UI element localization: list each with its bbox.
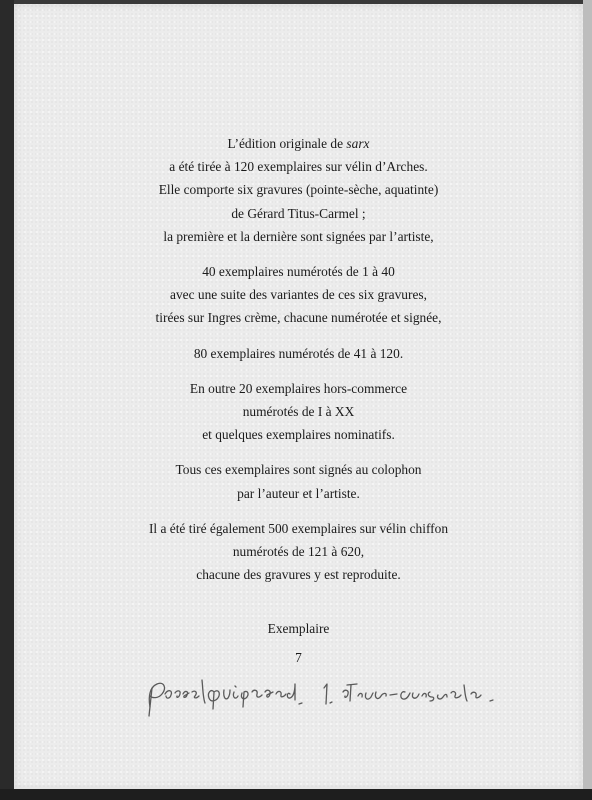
colophon-line: a été tirée à 120 exemplaires sur vélin d’Arches.: [169, 159, 428, 175]
colophon-line: Elle comporte six gravures (pointe-sèche, aquatinte): [158, 182, 439, 198]
signatures: [14, 4, 583, 789]
artist-signature: [324, 684, 493, 704]
colophon-line: Il a été tiré également 500 exemplaires sur vélin chiffon: [148, 520, 449, 536]
handwritten-signatures: [14, 4, 583, 789]
colophon-line-prefix: L’édition originale de: [227, 136, 347, 151]
colophon-line: numérotés de I à XX: [242, 404, 355, 420]
copy-label: Exemplaire: [267, 621, 330, 636]
colophon-line: numérotés de 121 à 620,: [232, 544, 365, 560]
book-title: sarx: [346, 136, 370, 151]
author-signature: [149, 680, 302, 716]
colophon-line: En outre 20 exemplaires hors-commerce: [189, 380, 408, 396]
photo-background-bottom: [0, 789, 592, 800]
colophon-line: la première et la dernière sont signées par l’artiste,: [163, 228, 434, 244]
colophon-line: 40 exemplaires numérotés de 1 à 40: [202, 264, 395, 280]
colophon-line: Tous ces exemplaires sont signés au colophon: [175, 462, 422, 478]
photo-background-left: [0, 0, 14, 800]
photo-background-right: [583, 0, 592, 800]
colophon-line: avec une suite des variantes de ces six gravures,: [170, 287, 427, 303]
colophon-line: 80 exemplaires numérotés de 41 à 120.: [193, 345, 404, 361]
colophon-line: et quelques exemplaires nominatifs.: [202, 427, 395, 443]
paper-sheet: [14, 4, 583, 789]
colophon-line: par l’auteur et l’artiste.: [237, 485, 360, 501]
colophon-line: de Gérard Titus-Carmel ;: [231, 205, 366, 221]
colophon-line: chacune des gravures y est reproduite.: [196, 567, 401, 583]
colophon-line: tirées sur Ingres crème, chacune numérotée et signée,: [155, 310, 442, 326]
copy-number: 7: [295, 650, 302, 665]
